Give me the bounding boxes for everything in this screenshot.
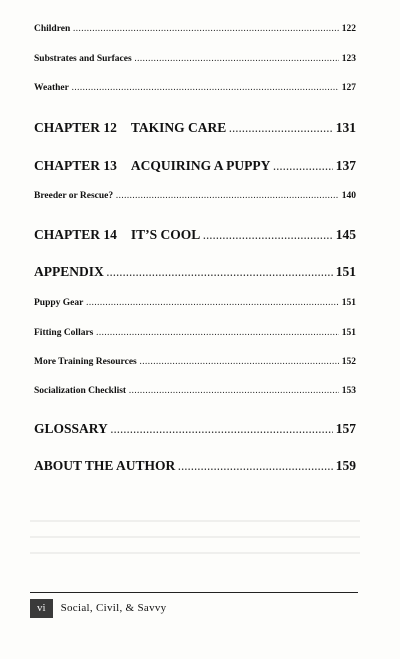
toc-entry-socialization-checklist [34,386,356,396]
toc-entry-page: 151 [341,328,356,338]
dot-leader [72,84,339,92]
toc-entry-title: Breeder or Rescue? [34,191,114,201]
running-title: Social, Civil, & Savvy [60,602,167,614]
page-footer [30,597,166,619]
toc-about-the-author [34,458,356,474]
toc-entry-title: Socialization Checklist [34,386,127,396]
page-number: vi [30,599,53,618]
toc-entry-title [34,227,200,243]
toc-entry-puppy-gear [34,298,356,308]
footer-rule [30,592,358,593]
toc-chapter-12 [34,120,356,136]
toc-entry-training-resources [34,357,356,367]
dot-leader [111,425,333,435]
toc-entry-page: 159 [335,458,356,473]
toc-entry-page: 151 [341,298,356,308]
toc-entry-title: Puppy Gear [34,298,84,308]
toc-entry-title [34,120,226,136]
toc-entry-title: GLOSSARY [34,421,108,436]
dot-leader [86,299,338,307]
toc-entry-page: 157 [335,421,356,436]
toc-entry-title: APPENDIX [34,264,104,279]
toc-entry-page: 151 [335,264,356,279]
toc-entry-children [34,24,356,34]
toc-entry-weather [34,83,356,93]
chapter-label: CHAPTER 14 [34,227,117,242]
toc-entry-page: 153 [341,386,356,396]
chapter-label: CHAPTER 13 [34,158,117,173]
toc-entry-page: 140 [341,191,356,201]
toc-entry-page: 123 [341,54,356,64]
chapter-title: TAKING CARE [130,120,227,135]
toc-entry-breeder-or-rescue [34,191,356,201]
toc-entry-page: 122 [341,24,356,34]
dot-leader [107,268,333,278]
dot-leader [73,25,338,33]
chapter-label: CHAPTER 12 [34,120,117,135]
toc-entry-fitting-collars [34,328,356,338]
toc-chapter-14 [34,227,356,243]
dot-leader [229,124,332,134]
toc-entry-title [34,158,270,174]
toc-entry-title: More Training Resources [34,357,137,367]
dot-leader [116,192,339,200]
chapter-title: ACQUIRING A PUPPY [130,158,271,173]
chapter-title: IT’S COOL [130,227,201,242]
toc-chapter-13 [34,158,356,174]
toc-entry-title: Substrates and Surfaces [34,54,132,64]
toc-entry-page: 131 [335,120,356,135]
dot-leader [129,387,339,395]
dot-leader [140,358,339,366]
toc-entry-page: 152 [341,357,356,367]
dot-leader [203,231,332,241]
dot-leader [135,55,339,63]
toc-entry-title: Children [34,24,71,34]
dot-leader [96,329,338,337]
toc-entry-substrates [34,54,356,64]
toc-entry-page: 145 [335,227,356,242]
toc-entry-page: 127 [341,83,356,93]
toc-entry-page: 137 [335,158,356,173]
toc-entry-title: Weather [34,83,69,93]
toc-entry-title: ABOUT THE AUTHOR [34,458,176,473]
toc-entry-title: Fitting Collars [34,328,94,338]
dot-leader [273,162,332,172]
toc-glossary [34,421,356,437]
dot-leader [178,462,332,472]
show-through-shadow [30,520,360,580]
toc-appendix [34,264,356,280]
